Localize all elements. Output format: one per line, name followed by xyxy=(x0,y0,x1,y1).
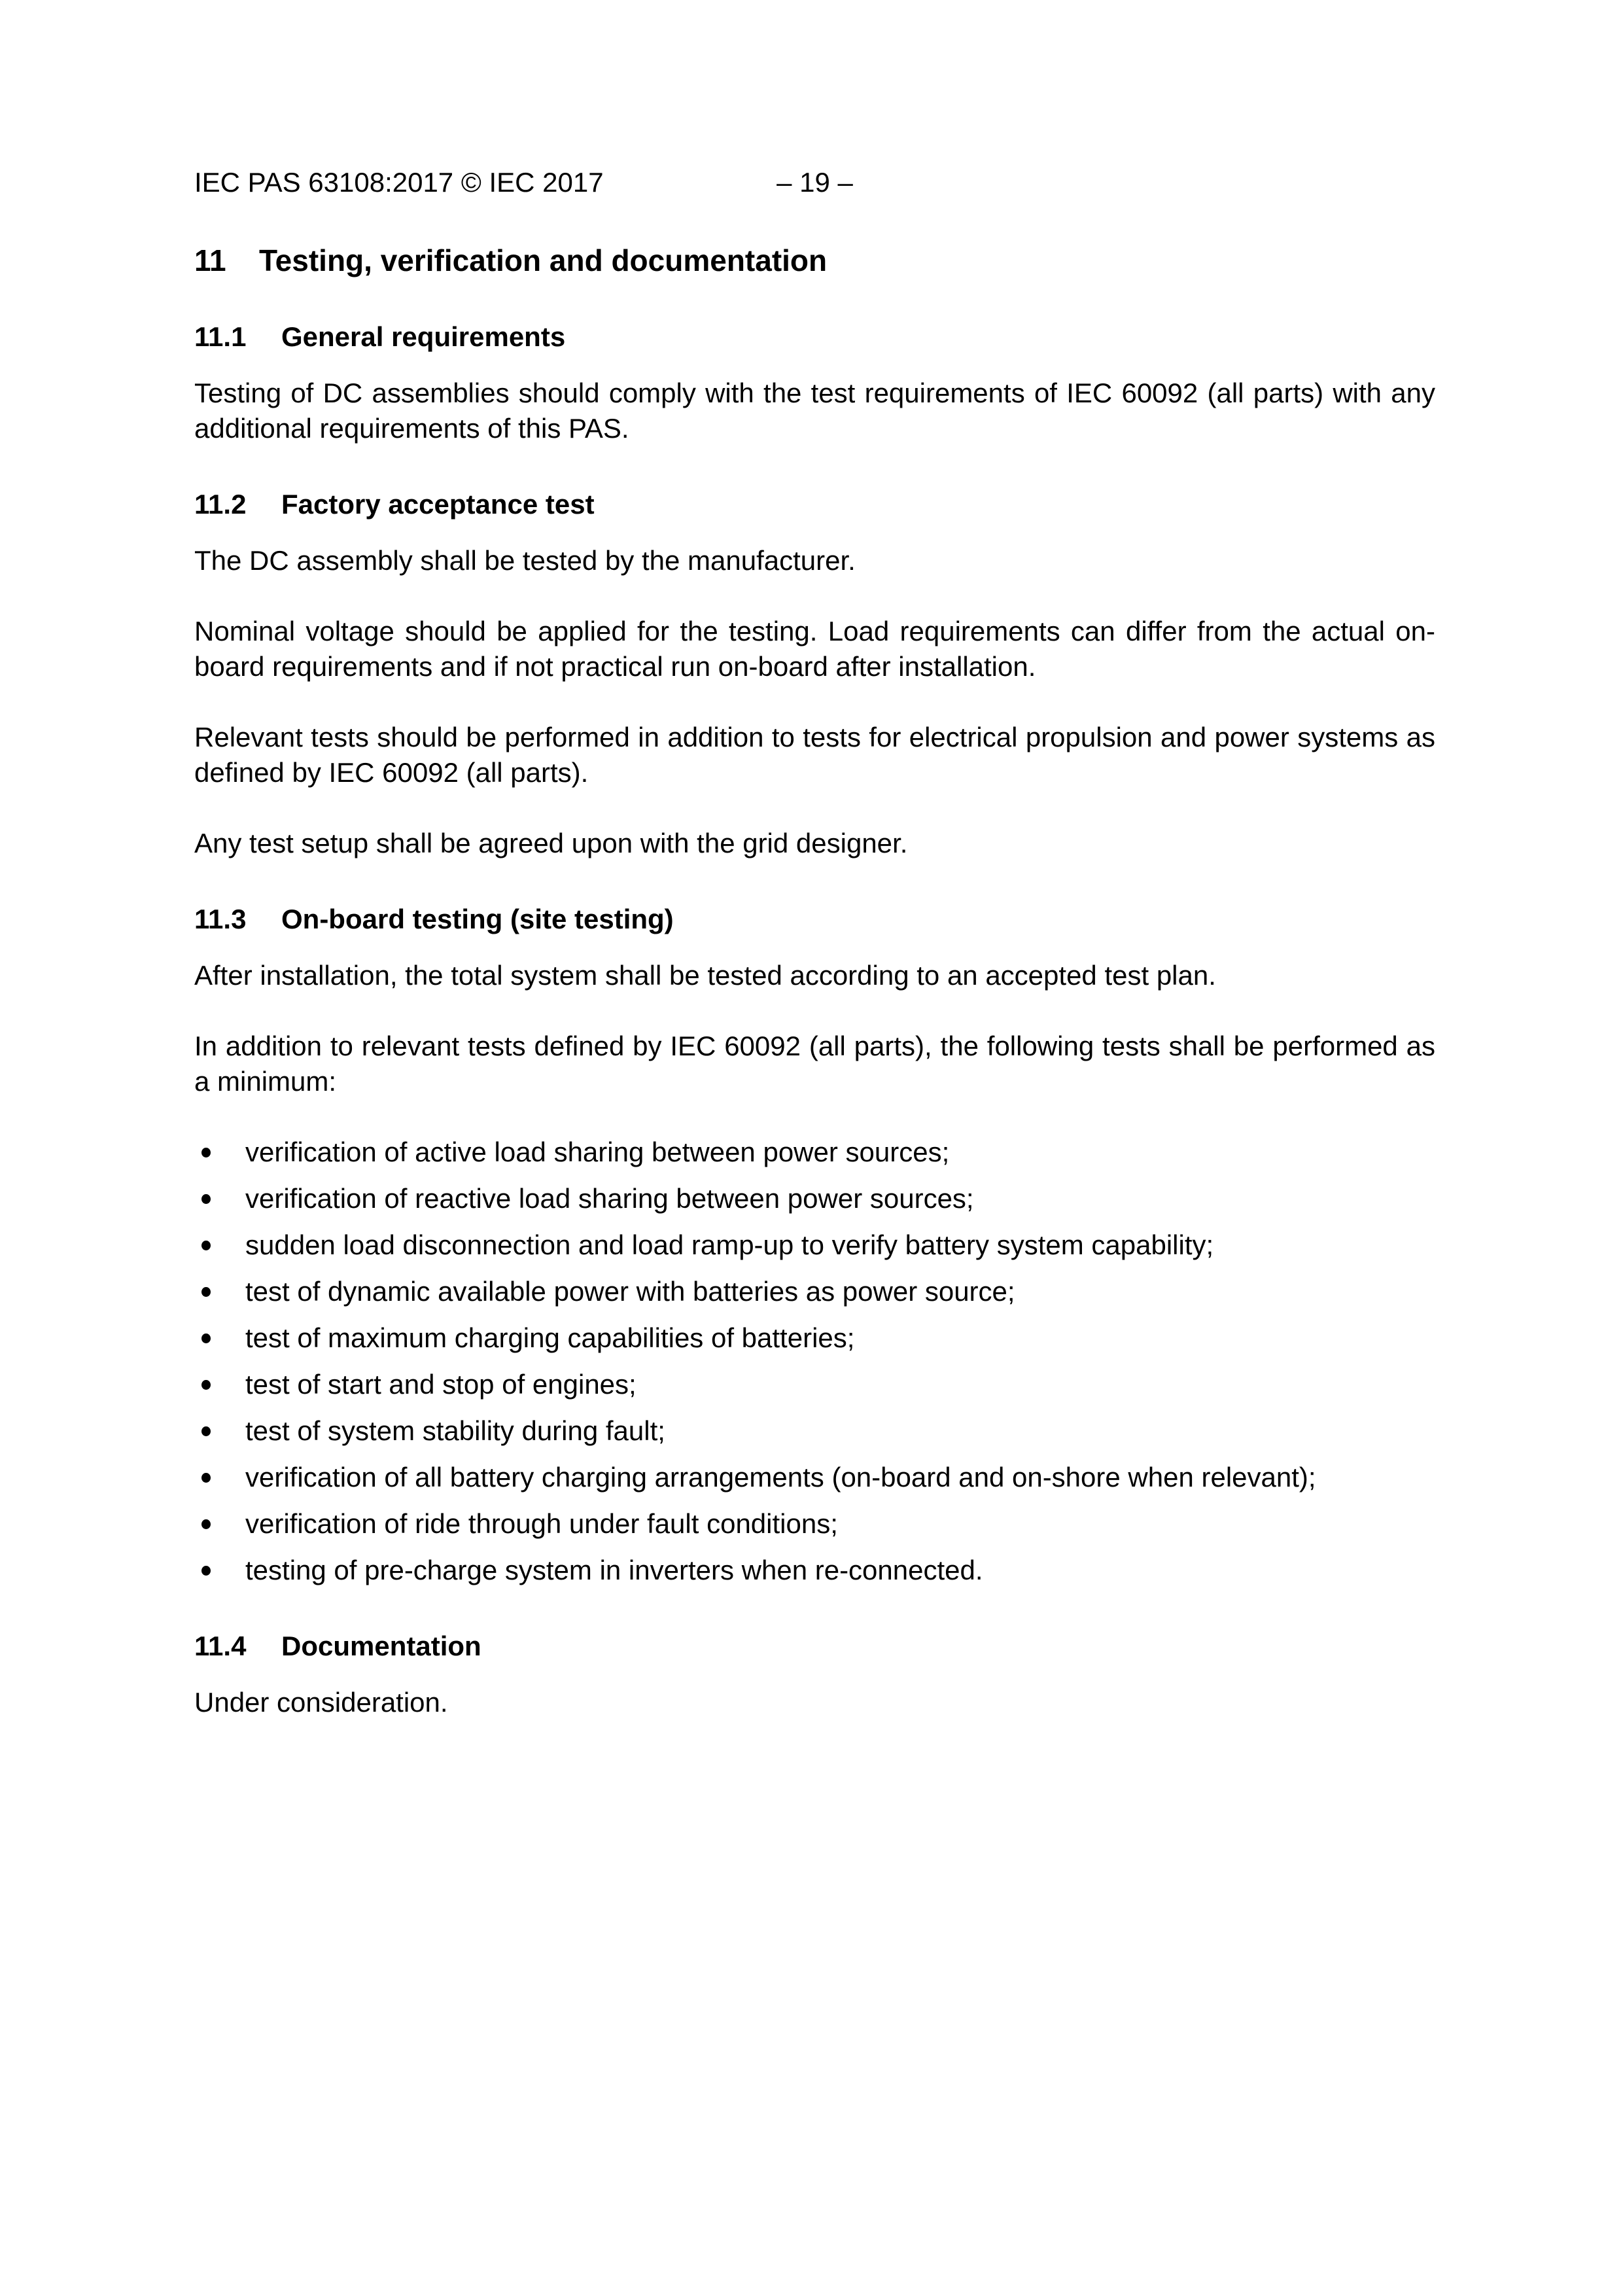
paragraph: Relevant tests should be performed in addition to tests for electrical propulsion and power systems as defined by IEC 60092 (all parts). xyxy=(194,722,1435,788)
section-heading xyxy=(194,902,1435,937)
section-number: 11.2 xyxy=(194,489,247,520)
section-heading xyxy=(194,319,1435,355)
section-title: General requirements xyxy=(281,321,566,352)
bullet-item: test of maximum charging capabilities of batteries; xyxy=(194,1320,1435,1356)
section-factory-acceptance-test xyxy=(194,487,1435,861)
paragraph: Nominal voltage should be applied for the testing. Load requirements can differ from the actual on-board requirements and if not practical run on-board after installation. xyxy=(194,616,1435,682)
section-paragraphs xyxy=(194,958,1435,1099)
clause-number: 11 xyxy=(194,243,226,277)
clause-title: Testing, verification and documentation xyxy=(259,243,828,277)
bullet-item: test of system stability during fault; xyxy=(194,1413,1435,1449)
paragraph: After installation, the total system shall be tested according to an accepted test plan. xyxy=(194,960,1216,991)
section-heading xyxy=(194,1629,1435,1664)
bullet-item: verification of reactive load sharing between power sources; xyxy=(194,1181,1435,1216)
section-paragraphs xyxy=(194,1685,1435,1720)
section-heading xyxy=(194,487,1435,522)
bullet-item: verification of active load sharing between power sources; xyxy=(194,1135,1435,1170)
section-number: 11.3 xyxy=(194,904,247,934)
section-paragraphs xyxy=(194,543,1435,861)
section-number: 11.1 xyxy=(194,321,247,352)
paragraph: Under consideration. xyxy=(194,1687,448,1718)
document-reference: IEC PAS 63108:2017 © IEC 2017 xyxy=(194,167,604,198)
bullet-item: test of start and stop of engines; xyxy=(194,1367,1435,1402)
test-bullet-list xyxy=(194,1135,1435,1588)
paragraph: The DC assembly shall be tested by the manufacturer. xyxy=(194,545,856,576)
section-title: Factory acceptance test xyxy=(281,489,595,520)
bullet-item: verification of all battery charging arrangements (on-board and on-shore when relevant); xyxy=(194,1460,1435,1495)
page-header xyxy=(194,165,1435,200)
section-documentation xyxy=(194,1629,1435,1720)
page-number: – 19 – xyxy=(777,167,853,198)
section-paragraphs xyxy=(194,376,1435,446)
section-on-board-testing xyxy=(194,902,1435,1588)
paragraph: In addition to relevant tests defined by IEC 60092 (all parts), the following tests shall be performed as a minimum: xyxy=(194,1031,1435,1097)
bullet-item: test of dynamic available power with batteries as power source; xyxy=(194,1274,1435,1309)
bullet-item: sudden load disconnection and load ramp-up to verify battery system capability; xyxy=(194,1227,1435,1263)
section-general-requirements xyxy=(194,319,1435,446)
bullet-item: verification of ride through under fault conditions; xyxy=(194,1506,1435,1542)
clause-heading xyxy=(194,242,1435,279)
section-title: Documentation xyxy=(281,1631,481,1661)
section-number: 11.4 xyxy=(194,1631,247,1661)
bullet-item: testing of pre-charge system in inverters when re-connected. xyxy=(194,1553,1435,1588)
paragraph: Testing of DC assemblies should comply with the test requirements of IEC 60092 (all parts) with any additional requirements of this PAS. xyxy=(194,378,1435,444)
paragraph: Any test setup shall be agreed upon with the grid designer. xyxy=(194,828,908,858)
section-title: On-board testing (site testing) xyxy=(281,904,674,934)
